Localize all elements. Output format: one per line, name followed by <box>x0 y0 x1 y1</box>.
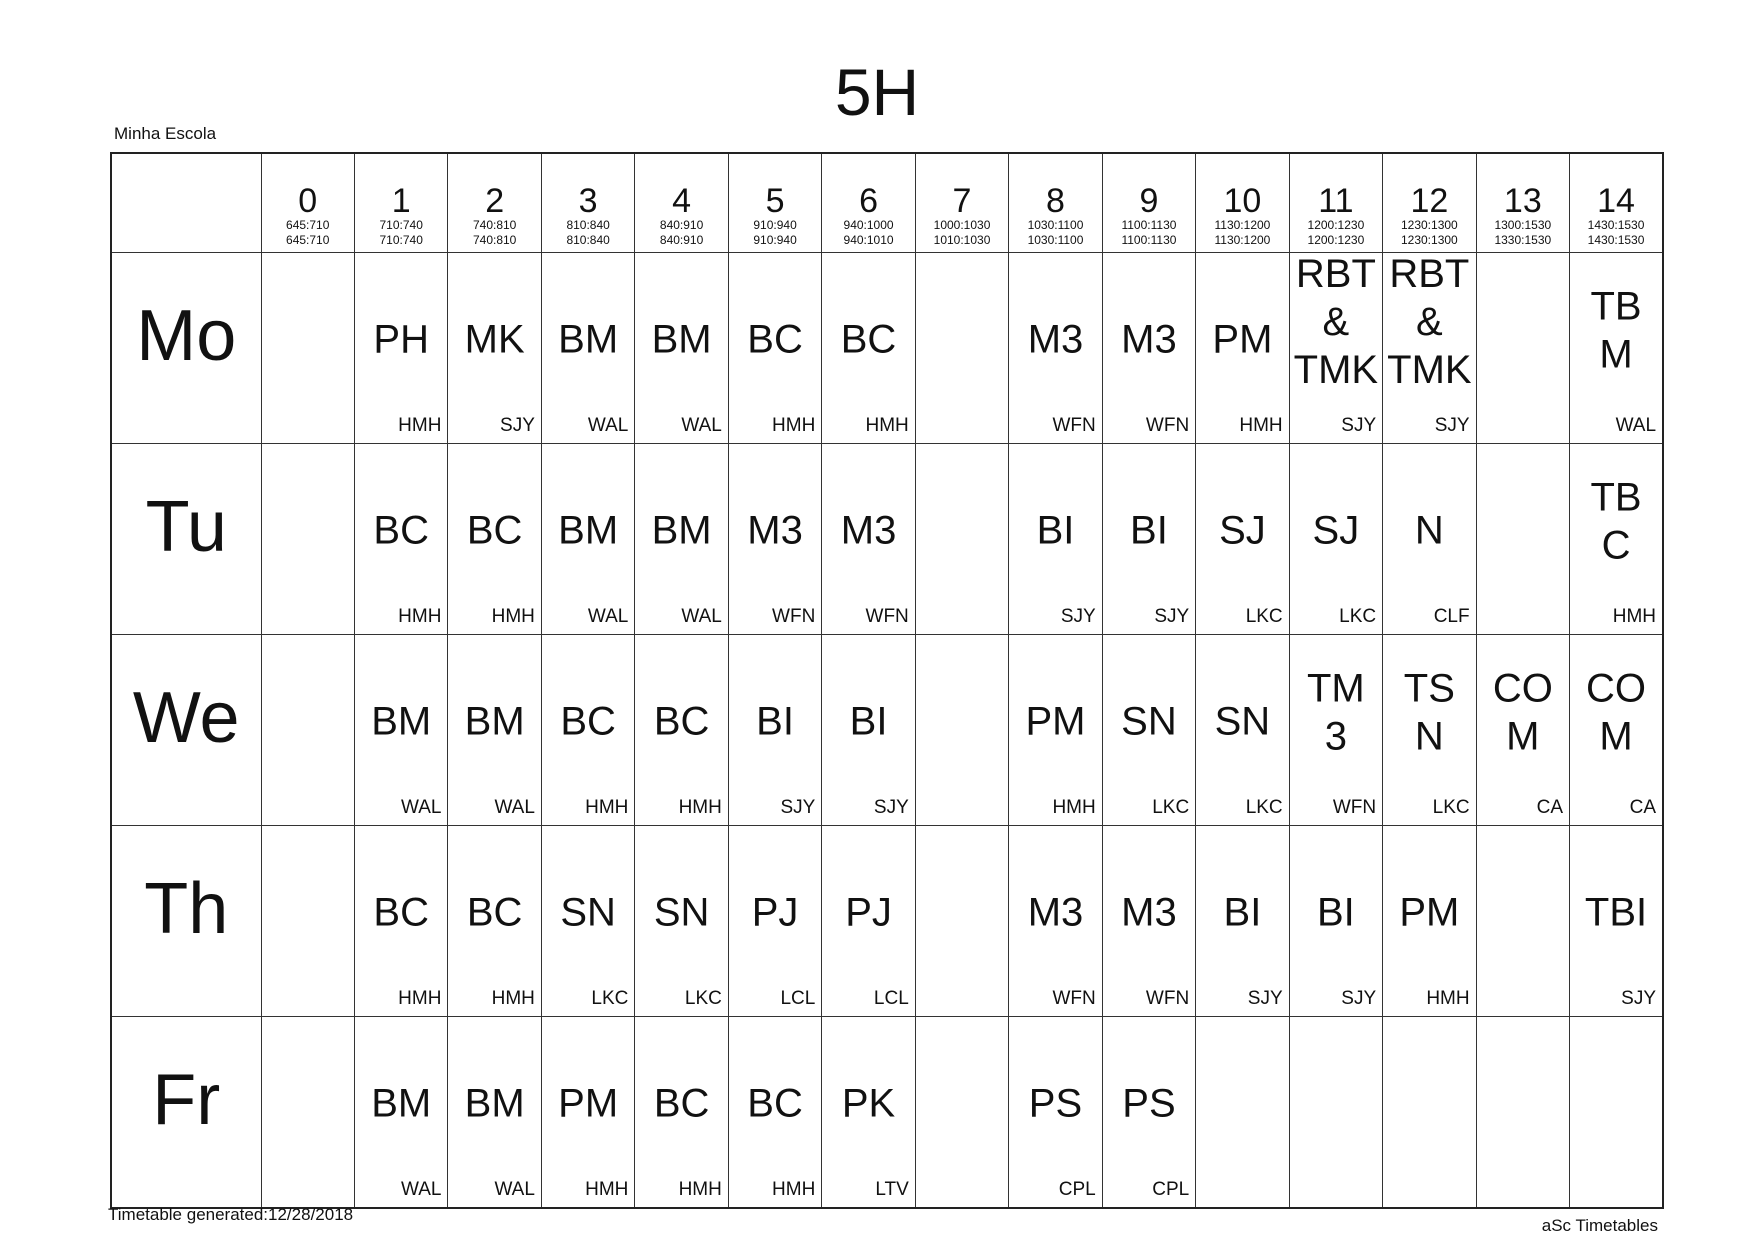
teacher-code: HMH <box>398 415 442 436</box>
subject-code: M3 <box>1121 317 1177 362</box>
period-time-2: 710:740 <box>379 233 423 247</box>
subject-code: SN <box>1121 699 1177 744</box>
subject-code: BI <box>1130 508 1168 553</box>
day-row-fr <box>111 1017 1663 1209</box>
period-time-1: 1200:1230 <box>1307 218 1365 232</box>
empty-cell <box>261 1017 354 1209</box>
empty-cell <box>261 253 354 444</box>
lesson-cell <box>1570 635 1663 826</box>
empty-cell <box>915 1017 1008 1209</box>
lesson-cell <box>1102 253 1195 444</box>
lesson-cell <box>1009 444 1102 635</box>
lesson-cell <box>354 826 447 1017</box>
period-time-1: 1030:1100 <box>1027 218 1084 232</box>
subject-code: PM <box>1025 699 1086 744</box>
teacher-code: SJY <box>1341 415 1377 436</box>
lesson-cell <box>541 444 634 635</box>
lesson-cell <box>1009 635 1102 826</box>
empty-cell <box>1476 253 1569 444</box>
subject-code: M3 <box>747 508 803 553</box>
subject-code: TS N <box>1403 666 1455 759</box>
lesson-cell <box>541 1017 634 1209</box>
subject-code: SJ <box>1219 508 1266 553</box>
teacher-code: HMH <box>585 1179 629 1200</box>
subject-code: PM <box>558 1081 619 1126</box>
period-header-1 <box>354 153 447 253</box>
day-cell <box>111 826 261 1017</box>
period-number: 9 <box>1139 182 1159 220</box>
subject-code: BC <box>373 890 429 935</box>
teacher-code: WFN <box>1332 797 1377 818</box>
empty-cell <box>1476 444 1569 635</box>
teacher-code: SJY <box>873 797 909 818</box>
day-cell <box>111 253 261 444</box>
lesson-cell <box>448 253 541 444</box>
day-label: Th <box>144 869 229 949</box>
teacher-code: WAL <box>681 415 722 436</box>
period-header-2 <box>448 153 541 253</box>
teacher-code: HMH <box>1239 415 1283 436</box>
period-number: 2 <box>485 182 505 220</box>
day-label: Fr <box>152 1060 221 1140</box>
teacher-code: SJY <box>1247 988 1283 1009</box>
empty-cell <box>261 826 354 1017</box>
period-time-2: 1130:1200 <box>1214 233 1271 247</box>
lesson-cell <box>822 253 915 444</box>
subject-code: BM <box>651 508 712 553</box>
lesson-cell <box>822 1017 915 1209</box>
period-time-1: 840:910 <box>659 218 704 232</box>
period-number: 7 <box>952 182 972 220</box>
day-row-mo <box>111 253 1663 444</box>
lesson-cell <box>822 635 915 826</box>
period-number: 1 <box>391 182 411 220</box>
school-name: Minha Escola <box>114 124 217 143</box>
period-header-0 <box>261 153 354 253</box>
subject-code: N <box>1414 508 1444 553</box>
corner-cell <box>111 153 261 253</box>
subject-code: SJ <box>1312 508 1360 553</box>
subject-code: BC <box>747 1081 803 1126</box>
subject-code: PM <box>1212 317 1273 362</box>
teacher-code: HMH <box>585 797 629 818</box>
lesson-cell <box>1289 826 1382 1017</box>
subject-code: M3 <box>1027 890 1084 935</box>
subject-code: PS <box>1028 1081 1083 1126</box>
empty-cell <box>1476 1017 1569 1209</box>
subject-code: BI <box>1223 890 1262 935</box>
period-header-13 <box>1476 153 1569 253</box>
lesson-cell <box>635 1017 728 1209</box>
period-time-1: 940:1000 <box>843 218 894 232</box>
day-cell <box>111 444 261 635</box>
period-header-6 <box>822 153 915 253</box>
period-time-2: 1430:1530 <box>1587 233 1645 247</box>
period-time-2: 740:810 <box>472 233 517 247</box>
period-time-2: 1100:1130 <box>1121 233 1177 247</box>
teacher-code: WAL <box>587 606 629 627</box>
period-time-2: 1010:1030 <box>933 233 991 247</box>
teacher-code: SJY <box>500 415 535 436</box>
lesson-cell <box>1102 826 1195 1017</box>
period-time-2: 910:940 <box>753 233 797 247</box>
teacher-code: HMH <box>491 988 535 1009</box>
teacher-code: HMH <box>772 1179 816 1200</box>
subject-code: PJ <box>751 890 799 935</box>
period-number: 5 <box>765 182 785 220</box>
lesson-cell <box>1570 253 1663 444</box>
lesson-cell <box>1196 444 1289 635</box>
period-number: 4 <box>672 182 692 220</box>
period-number: 8 <box>1046 182 1065 220</box>
empty-cell <box>1289 1017 1382 1209</box>
teacher-code: HMH <box>398 988 442 1009</box>
period-time-1: 740:810 <box>472 218 517 232</box>
period-time-1: 910:940 <box>753 218 797 232</box>
period-header-7 <box>915 153 1008 253</box>
day-label: Tu <box>145 487 227 567</box>
period-header-row <box>111 153 1663 253</box>
subject-code: PS <box>1122 1081 1176 1126</box>
subject-code: PJ <box>845 890 892 935</box>
lesson-cell <box>448 444 541 635</box>
period-header-5 <box>728 153 821 253</box>
period-time-1: 810:840 <box>566 218 610 232</box>
subject-code: BI <box>1036 508 1075 553</box>
subject-code: BI <box>756 699 794 744</box>
subject-code: BM <box>371 699 432 744</box>
lesson-cell <box>635 826 728 1017</box>
lesson-cell <box>1009 253 1102 444</box>
period-header-14 <box>1570 153 1663 253</box>
subject-code: TBI <box>1584 890 1648 935</box>
period-time-2: 1030:1100 <box>1027 233 1084 247</box>
period-header-12 <box>1383 153 1476 253</box>
period-time-1: 1300:1530 <box>1494 218 1552 232</box>
lesson-cell <box>354 444 447 635</box>
subject-code: BC <box>466 508 523 553</box>
subject-code: PH <box>373 317 429 362</box>
subject-code: BC <box>747 317 803 362</box>
teacher-code: SJY <box>1154 606 1190 627</box>
lesson-cell <box>1383 253 1476 444</box>
timetable-title: 5H <box>834 55 920 129</box>
lesson-cell <box>1383 635 1476 826</box>
teacher-code: SJY <box>1060 606 1096 627</box>
lesson-cell <box>1102 444 1195 635</box>
subject-code: SN <box>653 890 710 935</box>
teacher-code: HMH <box>491 606 535 627</box>
teacher-code: SJY <box>1341 988 1377 1009</box>
teacher-code: WAL <box>1615 415 1657 436</box>
day-cell <box>111 635 261 826</box>
teacher-code: HMH <box>678 797 722 818</box>
subject-code: CO M <box>1492 666 1553 759</box>
teacher-code: WFN <box>865 606 909 627</box>
lesson-cell <box>541 635 634 826</box>
period-header-8 <box>1009 153 1102 253</box>
lesson-cell <box>1102 635 1195 826</box>
subject-code: M3 <box>840 508 897 553</box>
teacher-code: WAL <box>681 606 722 627</box>
period-header-3 <box>541 153 634 253</box>
subject-code: SN <box>1214 699 1271 744</box>
day-row-we <box>111 635 1663 826</box>
period-number: 3 <box>578 182 598 220</box>
subject-code: BC <box>653 699 710 744</box>
teacher-code: HMH <box>1426 988 1470 1009</box>
teacher-code: WAL <box>494 1179 535 1200</box>
teacher-code: LCL <box>873 988 909 1009</box>
day-label: We <box>132 678 240 758</box>
teacher-code: WFN <box>772 606 816 627</box>
subject-code: CO M <box>1586 666 1647 759</box>
teacher-code: LCL <box>780 988 816 1009</box>
subject-code: SN <box>560 890 616 935</box>
period-number: 13 <box>1503 182 1542 220</box>
lesson-cell <box>1196 826 1289 1017</box>
lesson-cell <box>822 826 915 1017</box>
teacher-code: CPL <box>1152 1179 1190 1200</box>
lesson-cell <box>1289 635 1382 826</box>
subject-code: M3 <box>1027 317 1084 362</box>
subject-code: BM <box>464 1081 525 1126</box>
lesson-cell <box>354 253 447 444</box>
subject-code: PM <box>1399 890 1460 935</box>
period-time-1: 1100:1130 <box>1121 218 1177 232</box>
period-number: 6 <box>859 182 878 220</box>
lesson-cell <box>1570 826 1663 1017</box>
period-time-2: 645:710 <box>286 233 330 247</box>
subject-code: RBT & TMK <box>1387 252 1472 393</box>
subject-code: BI <box>849 699 888 744</box>
teacher-code: LKC <box>1245 797 1283 818</box>
teacher-code: LKC <box>591 988 629 1009</box>
teacher-code: LKC <box>1339 606 1377 627</box>
subject-code: TM 3 <box>1307 666 1365 759</box>
empty-cell <box>1476 826 1569 1017</box>
lesson-cell <box>728 444 821 635</box>
period-time-2: 1330:1530 <box>1494 233 1552 247</box>
period-time-2: 840:910 <box>659 233 704 247</box>
lesson-cell <box>728 253 821 444</box>
lesson-cell <box>728 635 821 826</box>
period-number: 11 <box>1318 182 1354 220</box>
subject-code: MK <box>464 317 525 362</box>
teacher-code: WFN <box>1145 415 1190 436</box>
subject-code: BI <box>1316 890 1355 935</box>
lesson-cell <box>1289 253 1382 444</box>
period-number: 14 <box>1597 182 1635 220</box>
subject-code: BC <box>653 1081 710 1126</box>
period-time-1: 1430:1530 <box>1587 218 1645 232</box>
lesson-cell <box>728 826 821 1017</box>
lesson-cell <box>1289 444 1382 635</box>
subject-code: BC <box>840 317 897 362</box>
period-time-2: 1200:1230 <box>1307 233 1365 247</box>
subject-code: TB M <box>1590 284 1642 377</box>
lesson-cell <box>635 444 728 635</box>
teacher-code: SJY <box>1621 988 1657 1009</box>
period-header-4 <box>635 153 728 253</box>
lesson-cell <box>1383 444 1476 635</box>
teacher-code: HMH <box>865 415 909 436</box>
teacher-code: LKC <box>1152 797 1190 818</box>
period-time-1: 1130:1200 <box>1214 218 1271 232</box>
lesson-cell <box>448 826 541 1017</box>
subject-code: BM <box>371 1081 432 1126</box>
empty-cell <box>261 444 354 635</box>
teacher-code: CPL <box>1058 1179 1096 1200</box>
lesson-cell <box>822 444 915 635</box>
period-time-1: 1000:1030 <box>933 218 991 232</box>
subject-code: BM <box>651 317 712 362</box>
subject-code: BM <box>464 699 525 744</box>
lesson-cell <box>1383 826 1476 1017</box>
teacher-code: CLF <box>1433 606 1470 627</box>
lesson-cell <box>1570 444 1663 635</box>
lesson-cell <box>635 253 728 444</box>
empty-cell <box>915 635 1008 826</box>
lesson-cell <box>728 1017 821 1209</box>
teacher-code: WFN <box>1145 988 1190 1009</box>
teacher-code: SJY <box>780 797 816 818</box>
empty-cell <box>915 826 1008 1017</box>
period-number: 0 <box>298 182 318 220</box>
period-time-2: 1230:1300 <box>1400 233 1458 247</box>
subject-code: BC <box>560 699 616 744</box>
teacher-code: SJY <box>1434 415 1470 436</box>
subject-code: TB C <box>1590 475 1642 568</box>
teacher-code: LKC <box>1245 606 1283 627</box>
subject-code: BC <box>466 890 523 935</box>
period-header-10 <box>1196 153 1289 253</box>
teacher-code: CA <box>1536 797 1564 818</box>
teacher-code: CA <box>1629 797 1657 818</box>
subject-code: PK <box>841 1081 896 1126</box>
teacher-code: LTV <box>875 1179 909 1200</box>
day-cell <box>111 1017 261 1209</box>
teacher-code: WAL <box>587 415 629 436</box>
empty-cell <box>915 444 1008 635</box>
period-time-2: 940:1010 <box>843 233 894 247</box>
subject-code: RBT & TMK <box>1293 252 1379 393</box>
period-number: 12 <box>1410 182 1449 220</box>
lesson-cell <box>354 1017 447 1209</box>
lesson-cell <box>354 635 447 826</box>
lesson-cell <box>1009 826 1102 1017</box>
lesson-cell <box>541 826 634 1017</box>
software-credit: aSc Timetables <box>1541 1216 1658 1235</box>
generated-date: Timetable generated:12/28/2018 <box>108 1205 354 1224</box>
teacher-code: HMH <box>772 415 816 436</box>
teacher-code: WAL <box>400 797 442 818</box>
period-number: 10 <box>1223 182 1262 220</box>
subject-code: M3 <box>1121 890 1177 935</box>
teacher-code: HMH <box>398 606 442 627</box>
lesson-cell <box>1102 1017 1195 1209</box>
lesson-cell <box>635 635 728 826</box>
day-label: Mo <box>136 296 237 376</box>
teacher-code: WFN <box>1052 415 1096 436</box>
lesson-cell <box>448 635 541 826</box>
lesson-cell <box>1196 253 1289 444</box>
teacher-code: HMH <box>1052 797 1096 818</box>
period-header-9 <box>1102 153 1195 253</box>
lesson-cell <box>448 1017 541 1209</box>
teacher-code: HMH <box>1612 606 1657 627</box>
teacher-code: WAL <box>400 1179 442 1200</box>
period-time-2: 810:840 <box>566 233 610 247</box>
teacher-code: WAL <box>494 797 535 818</box>
empty-cell <box>1570 1017 1663 1209</box>
empty-cell <box>261 635 354 826</box>
day-row-tu <box>111 444 1663 635</box>
timetable-grid <box>110 152 1664 1209</box>
teacher-code: LKC <box>684 988 722 1009</box>
subject-code: BM <box>558 317 619 362</box>
teacher-code: LKC <box>1432 797 1470 818</box>
teacher-code: WFN <box>1052 988 1096 1009</box>
empty-cell <box>1196 1017 1289 1209</box>
day-row-th <box>111 826 1663 1017</box>
teacher-code: HMH <box>678 1179 722 1200</box>
lesson-cell <box>1009 1017 1102 1209</box>
lesson-cell <box>1196 635 1289 826</box>
period-header-11 <box>1289 153 1382 253</box>
subject-code: BC <box>373 508 429 553</box>
empty-cell <box>915 253 1008 444</box>
period-time-1: 1230:1300 <box>1400 218 1458 232</box>
empty-cell <box>1383 1017 1476 1209</box>
lesson-cell <box>541 253 634 444</box>
lesson-cell <box>1476 635 1569 826</box>
period-time-1: 645:710 <box>286 218 330 232</box>
subject-code: BM <box>558 508 619 553</box>
period-time-1: 710:740 <box>379 218 423 232</box>
